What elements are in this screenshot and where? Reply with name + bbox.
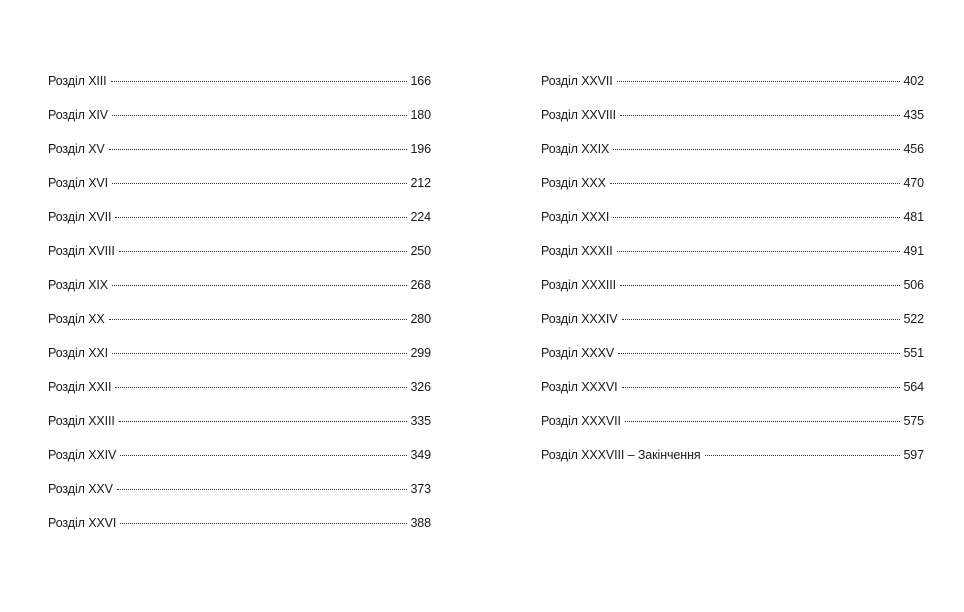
toc-entry[interactable] xyxy=(541,380,924,414)
toc-entry-title: Розділ XIV xyxy=(48,108,109,122)
toc-entry-title: Розділ XXIV xyxy=(48,448,117,462)
toc-entry[interactable] xyxy=(48,210,431,244)
dot-leader xyxy=(622,387,901,388)
toc-entry-title: Розділ XXXIV xyxy=(541,312,618,326)
toc-entry-page: 373 xyxy=(410,482,431,496)
toc-entry-title: Розділ XXX xyxy=(541,176,606,190)
toc-entry-page: 402 xyxy=(903,74,924,88)
toc-entry-title: Розділ XXV xyxy=(48,482,113,496)
toc-entry[interactable] xyxy=(48,414,431,448)
dot-leader xyxy=(112,115,407,116)
toc-entry-page: 166 xyxy=(410,74,431,88)
dot-leader xyxy=(112,285,407,286)
toc-entry-page: 522 xyxy=(903,312,924,326)
toc-entry-page: 224 xyxy=(410,210,431,224)
toc-entry-title: Розділ XXII xyxy=(48,380,112,394)
toc-entry[interactable] xyxy=(541,74,924,108)
toc-entry[interactable] xyxy=(48,108,431,142)
toc-entry[interactable] xyxy=(541,278,924,312)
toc-entry[interactable] xyxy=(48,176,431,210)
toc-entry[interactable] xyxy=(48,244,431,278)
toc-entry-page: 564 xyxy=(903,380,924,394)
toc-entry-page: 180 xyxy=(410,108,431,122)
toc-entry-page: 456 xyxy=(903,142,924,156)
toc-entry[interactable] xyxy=(48,278,431,312)
toc-entry[interactable] xyxy=(541,312,924,346)
toc-entry[interactable] xyxy=(48,380,431,414)
dot-leader xyxy=(620,285,900,286)
dot-leader xyxy=(617,81,901,82)
toc-entry-title: Розділ XXXVIII – Закінчення xyxy=(541,448,701,462)
toc-entry-title: Розділ XX xyxy=(48,312,105,326)
toc-entry-title: Розділ XXXVI xyxy=(541,380,618,394)
toc-entry[interactable] xyxy=(541,448,924,482)
toc-entry[interactable] xyxy=(48,448,431,482)
toc-entry[interactable] xyxy=(48,482,431,516)
toc-entry-page: 506 xyxy=(903,278,924,292)
dot-leader xyxy=(705,455,901,456)
toc-entry-title: Розділ XXXIII xyxy=(541,278,617,292)
toc-entry-title: Розділ XXVI xyxy=(48,516,117,530)
dot-leader xyxy=(119,421,408,422)
toc-entry-page: 250 xyxy=(410,244,431,258)
dot-leader xyxy=(109,319,408,320)
dot-leader xyxy=(613,149,900,150)
toc-entry-page: 470 xyxy=(903,176,924,190)
toc-entry-page: 212 xyxy=(410,176,431,190)
dot-leader xyxy=(618,353,900,354)
toc-entry[interactable] xyxy=(48,516,431,550)
toc-entry[interactable] xyxy=(48,142,431,176)
dot-leader xyxy=(620,115,900,116)
toc-entry-title: Розділ XIII xyxy=(48,74,107,88)
dot-leader xyxy=(120,523,407,524)
dot-leader xyxy=(617,251,901,252)
toc-entry[interactable] xyxy=(541,176,924,210)
toc-entry-title: Розділ XVI xyxy=(48,176,109,190)
toc-entry-page: 597 xyxy=(903,448,924,462)
dot-leader xyxy=(117,489,408,490)
dot-leader xyxy=(622,319,901,320)
toc-entry-page: 481 xyxy=(903,210,924,224)
toc-entry[interactable] xyxy=(48,74,431,108)
toc-entry-title: Розділ XXIX xyxy=(541,142,610,156)
toc-entry[interactable] xyxy=(48,312,431,346)
toc-entry-title: Розділ XXXV xyxy=(541,346,615,360)
toc-entry-title: Розділ XXIII xyxy=(48,414,115,428)
toc-entry-page: 268 xyxy=(410,278,431,292)
toc-entry-page: 196 xyxy=(410,142,431,156)
toc-entry-title: Розділ XXXVII xyxy=(541,414,621,428)
toc-entry-title: Розділ XV xyxy=(48,142,105,156)
dot-leader xyxy=(115,387,407,388)
dot-leader xyxy=(115,217,407,218)
toc-entry-title: Розділ XVIII xyxy=(48,244,115,258)
toc-entry-title: Розділ XXVIII xyxy=(541,108,617,122)
toc-left-column xyxy=(48,74,431,550)
toc-entry-page: 280 xyxy=(410,312,431,326)
toc-entry-title: Розділ XXI xyxy=(48,346,109,360)
dot-leader xyxy=(120,455,407,456)
toc-entry-page: 491 xyxy=(903,244,924,258)
toc-entry[interactable] xyxy=(541,346,924,380)
toc-entry[interactable] xyxy=(48,346,431,380)
toc-entry-title: Розділ XIX xyxy=(48,278,109,292)
dot-leader xyxy=(119,251,408,252)
toc-entry-page: 575 xyxy=(903,414,924,428)
toc-entry[interactable] xyxy=(541,414,924,448)
toc-entry-title: Розділ XXVII xyxy=(541,74,613,88)
dot-leader xyxy=(111,81,408,82)
toc-entry[interactable] xyxy=(541,244,924,278)
dot-leader xyxy=(625,421,901,422)
toc-entry-page: 349 xyxy=(410,448,431,462)
toc-entry[interactable] xyxy=(541,142,924,176)
dot-leader xyxy=(112,353,407,354)
dot-leader xyxy=(109,149,408,150)
dot-leader xyxy=(610,183,901,184)
toc-entry-page: 335 xyxy=(410,414,431,428)
toc-entry-page: 551 xyxy=(903,346,924,360)
dot-leader xyxy=(112,183,407,184)
toc-entry-page: 326 xyxy=(410,380,431,394)
toc-entry-title: Розділ XVII xyxy=(48,210,112,224)
toc-entry-page: 299 xyxy=(410,346,431,360)
toc-entry-page: 388 xyxy=(410,516,431,530)
toc-entry-title: Розділ XXXI xyxy=(541,210,610,224)
toc-right-column xyxy=(541,74,924,482)
toc-entry-title: Розділ XXXII xyxy=(541,244,613,258)
toc-entry-page: 435 xyxy=(903,108,924,122)
dot-leader xyxy=(613,217,900,218)
toc-entry[interactable] xyxy=(541,210,924,244)
toc-entry[interactable] xyxy=(541,108,924,142)
